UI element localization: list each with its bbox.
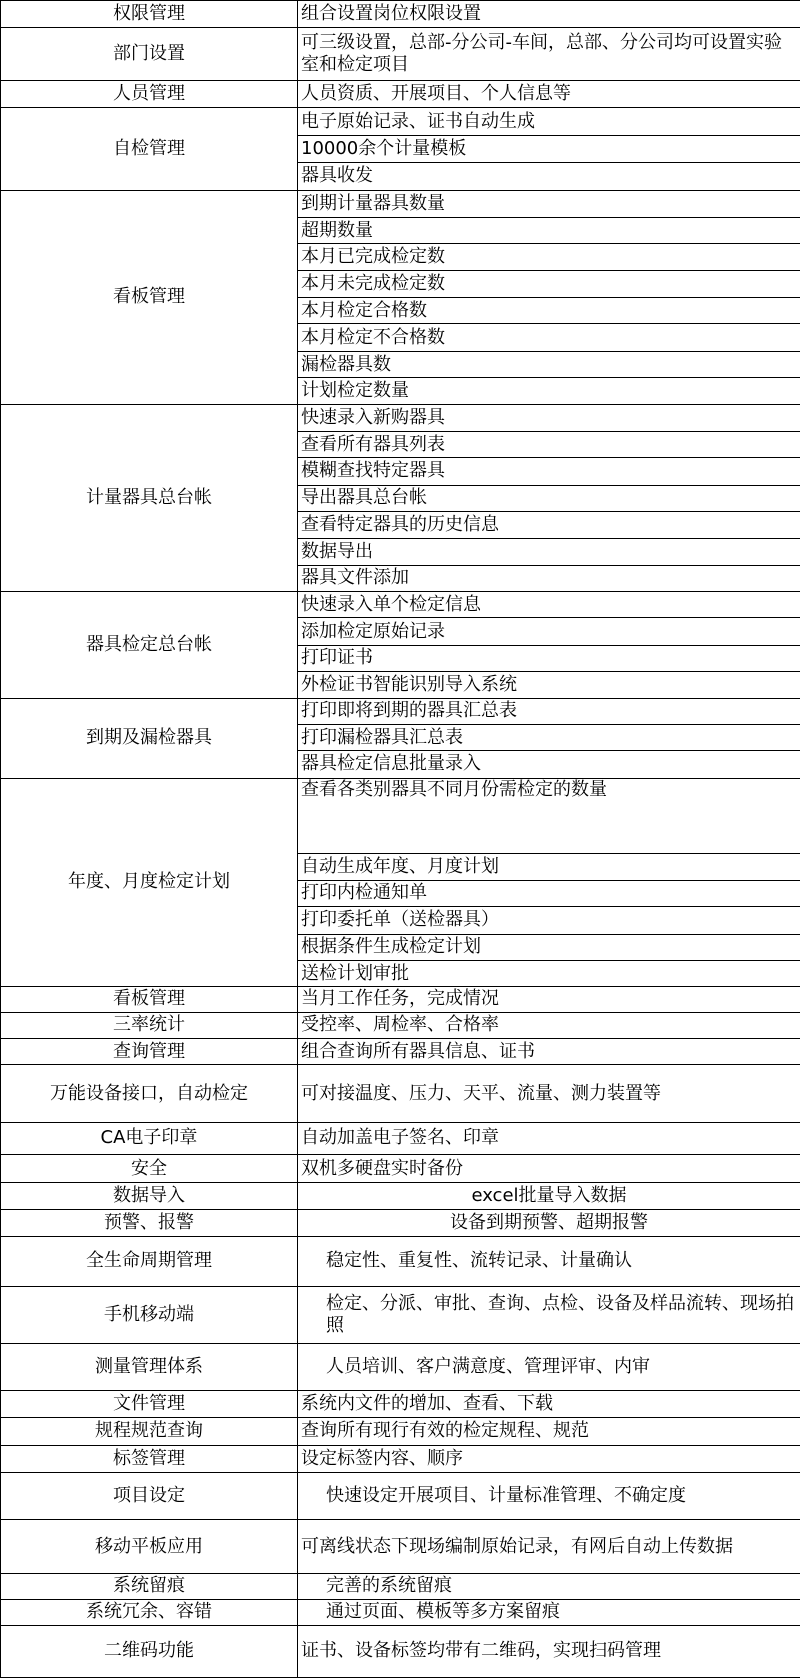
table-row (1, 1286, 800, 1344)
table-row (1, 1154, 800, 1182)
category-cell: 二维码功能 (1, 1625, 298, 1677)
feature-cell: 器具文件添加 (298, 565, 800, 591)
category-cell: 全生命周期管理 (1, 1236, 298, 1286)
table-row (1, 987, 800, 1012)
category-cell: 万能设备接口，自动检定 (1, 1065, 298, 1123)
feature-cell: 器具检定信息批量录入 (298, 751, 800, 778)
feature-cell: 人员培训、客户满意度、管理评审、内审 (298, 1344, 800, 1390)
table-row (1, 81, 800, 108)
category-cell: 权限管理 (1, 1, 298, 28)
category-cell: 数据导入 (1, 1183, 298, 1209)
table-row (1, 1390, 800, 1417)
feature-cell: 本月检定不合格数 (298, 324, 800, 351)
category-cell: 自检管理 (1, 108, 298, 190)
feature-cell: 设定标签内容、顺序 (298, 1445, 800, 1472)
table-row (1, 1625, 800, 1677)
category-cell: 年度、月度检定计划 (1, 778, 298, 987)
feature-cell: 快速设定开展项目、计量标准管理、不确定度 (298, 1473, 800, 1520)
feature-cell: 受控率、周检率、合格率 (298, 1012, 800, 1038)
category-cell: 系统留痕 (1, 1574, 298, 1599)
feature-cell: 超期数量 (298, 218, 800, 244)
category-cell: 文件管理 (1, 1390, 298, 1417)
feature-cell: 人员资质、开展项目、个人信息等 (298, 81, 800, 108)
feature-cell: 送检计划审批 (298, 960, 800, 986)
feature-cell: 漏检器具数 (298, 351, 800, 377)
feature-cell: 可对接温度、压力、天平、流量、测力装置等 (298, 1065, 800, 1123)
category-cell: 手机移动端 (1, 1286, 298, 1344)
table-row (1, 1012, 800, 1038)
table-row (1, 108, 800, 135)
table-row (1, 1123, 800, 1155)
feature-cell: 通过页面、模板等多方案留痕 (298, 1599, 800, 1625)
feature-cell: 稳定性、重复性、流转记录、计量确认 (298, 1236, 800, 1286)
feature-cell: 器具收发 (298, 163, 800, 190)
table-row (1, 698, 800, 724)
feature-cell: 打印内检通知单 (298, 880, 800, 906)
table-row (1, 1065, 800, 1123)
feature-cell: 组合设置岗位权限设置 (298, 1, 800, 28)
feature-cell: 查询所有现行有效的检定规程、规范 (298, 1418, 800, 1445)
feature-cell: 本月未完成检定数 (298, 270, 800, 297)
category-cell: 人员管理 (1, 81, 298, 108)
category-cell: 移动平板应用 (1, 1520, 298, 1574)
feature-cell: 系统内文件的增加、查看、下载 (298, 1390, 800, 1417)
category-cell: 项目设定 (1, 1473, 298, 1520)
feature-cell: 导出器具总台帐 (298, 485, 800, 511)
feature-cell: 本月检定合格数 (298, 298, 800, 324)
feature-cell: 外检证书智能识别导入系统 (298, 672, 800, 698)
feature-cell: 自动生成年度、月度计划 (298, 854, 800, 880)
table-row (1, 1209, 800, 1236)
feature-cell: 组合查询所有器具信息、证书 (298, 1038, 800, 1064)
category-cell: 系统冗余、容错 (1, 1599, 298, 1625)
feature-cell: 打印证书 (298, 645, 800, 671)
table-row (1, 28, 800, 81)
table-row (1, 1520, 800, 1574)
category-cell: 看板管理 (1, 987, 298, 1012)
category-cell: 安全 (1, 1154, 298, 1182)
feature-cell: 查看所有器具列表 (298, 431, 800, 457)
category-cell: 三率统计 (1, 1012, 298, 1038)
feature-cell: 计划检定数量 (298, 378, 800, 404)
category-cell: 查询管理 (1, 1038, 298, 1064)
table-row (1, 1, 800, 28)
category-cell: 器具检定总台帐 (1, 592, 298, 698)
feature-cell: 快速录入单个检定信息 (298, 592, 800, 618)
feature-cell: 可离线状态下现场编制原始记录，有网后自动上传数据 (298, 1520, 800, 1574)
category-cell: 看板管理 (1, 190, 298, 404)
category-cell: 计量器具总台帐 (1, 404, 298, 592)
feature-cell: excel批量导入数据 (298, 1183, 800, 1209)
feature-cell: 打印委托单（送检器具） (298, 907, 800, 934)
category-cell: CA电子印章 (1, 1123, 298, 1155)
category-cell: 部门设置 (1, 28, 298, 81)
feature-cell: 打印漏检器具汇总表 (298, 724, 800, 750)
feature-cell: 快速录入新购器具 (298, 404, 800, 431)
category-cell: 到期及漏检器具 (1, 698, 298, 778)
feature-cell: 可三级设置，总部-分公司-车间，总部、分公司均可设置实验室和检定项目 (298, 28, 800, 81)
table-row (1, 1445, 800, 1472)
feature-cell: 到期计量器具数量 (298, 190, 800, 217)
category-cell: 标签管理 (1, 1445, 298, 1472)
table-row (1, 1473, 800, 1520)
feature-cell: 本月已完成检定数 (298, 244, 800, 270)
feature-cell: 根据条件生成检定计划 (298, 934, 800, 960)
table-row (1, 1599, 800, 1625)
feature-cell: 查看各类别器具不同月份需检定的数量 (298, 778, 800, 854)
feature-cell: 双机多硬盘实时备份 (298, 1154, 800, 1182)
feature-cell: 电子原始记录、证书自动生成 (298, 108, 800, 135)
feature-cell: 数据导出 (298, 539, 800, 565)
table-row (1, 190, 800, 217)
feature-cell: 当月工作任务，完成情况 (298, 987, 800, 1012)
feature-cell: 10000余个计量模板 (298, 135, 800, 162)
feature-cell: 查看特定器具的历史信息 (298, 512, 800, 539)
feature-cell: 完善的系统留痕 (298, 1574, 800, 1599)
table-row (1, 1418, 800, 1445)
table-row (1, 1574, 800, 1599)
feature-cell: 设备到期预警、超期报警 (298, 1209, 800, 1236)
table-row (1, 1236, 800, 1286)
feature-cell: 证书、设备标签均带有二维码，实现扫码管理 (298, 1625, 800, 1677)
category-cell: 测量管理体系 (1, 1344, 298, 1390)
table-row (1, 1038, 800, 1064)
table-row (1, 1344, 800, 1390)
feature-cell: 自动加盖电子签名、印章 (298, 1123, 800, 1155)
table-row (1, 1183, 800, 1209)
category-cell: 规程规范查询 (1, 1418, 298, 1445)
feature-cell: 添加检定原始记录 (298, 618, 800, 645)
table-row (1, 404, 800, 431)
feature-cell: 打印即将到期的器具汇总表 (298, 698, 800, 724)
feature-cell: 检定、分派、审批、查询、点检、设备及样品流转、现场拍照 (298, 1286, 800, 1344)
table-row (1, 592, 800, 618)
feature-cell: 模糊查找特定器具 (298, 458, 800, 485)
table-row (1, 778, 800, 854)
category-cell: 预警、报警 (1, 1209, 298, 1236)
table-body (1, 1, 800, 1678)
